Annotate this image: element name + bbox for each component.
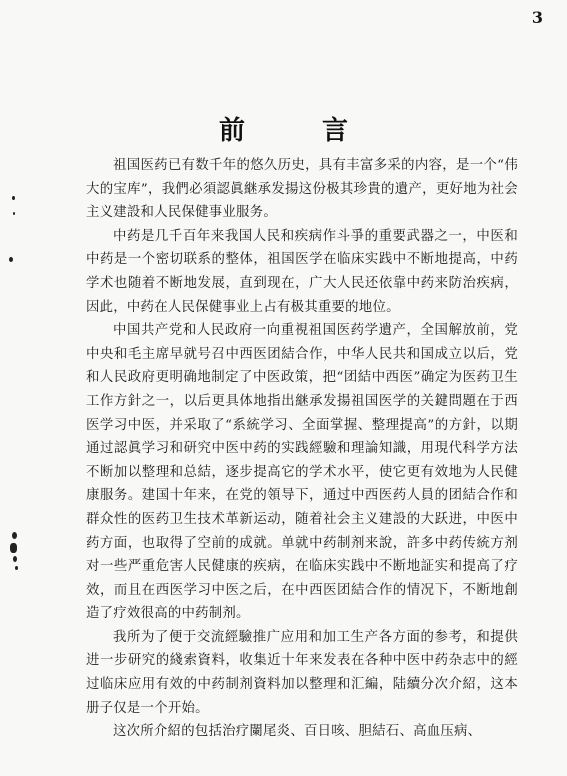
page-title: 前 言 — [218, 116, 383, 146]
margin-mark — [13, 212, 15, 215]
paragraph-4: 我所为了便于交流經驗推广应用和加工生产各方面的参考，和提供进一步研究的綫索資料，收集近十年来发表在各种中医中药杂志中的經过临床应用有效的中药制剂資料加以整理和汇編，陆續分次介紹，这本册子仅是一个开始。 — [86, 629, 518, 716]
page-number: 3 — [531, 8, 543, 27]
preface-body — [86, 154, 518, 744]
paragraph-2: 中药是几千百年来我国人民和疾病作斗爭的重要武器之一，中医和中药是一个密切联系的整体，祖国医学在临床实践中不断地提高，中药学术也随着不断地发展，直到现在，广大人民还依靠中药来防治疾病，因此，中药在人民保健事业上占有极其重要的地位。 — [86, 228, 518, 315]
margin-mark — [10, 543, 17, 553]
margin-mark — [9, 257, 13, 262]
margin-mark — [12, 196, 15, 200]
paragraph-1: 祖国医药已有数千年的悠久历史，具有丰富多采的内容，是一个“伟大的宝库”，我們必須認眞継承发揚这份极其珍貴的遺产，更好地为社会主义建設和人民保健事业服务。 — [86, 158, 518, 221]
margin-mark — [13, 556, 17, 562]
paragraph-3: 中国共产党和人民政府一向重視祖国医药学遺产，全国解放前，党中央和毛主席早就号召中西医团結合作，中华人民共和国成立以后，党和人民政府更明确地制定了中医政策，把“团結中西医”确定为医药卫生工作方針之一，以后更具体地指出継承发揚祖国医学的关鍵問題在于西医学习中医，并采取了“系統学习、全面掌握、整理提高”的方針，以期通过認眞学习和研究中医中药的实践經驗和理論知識，用現代科学方法不断加以整理和总結，逐步提高它的学术水平，使它更有效地为人民健康服务。建国十年来，在党的領导下，通过中西医药人員的团結合作和群众性的医药卫生技术革新运动，随着社会主义建設的大跃进，中医中药方面，也取得了空前的成就。单就中药制剂来說，許多中药传統方剂对一些严重危害人民健康的疾病，在临床实践中不断地証实和提高了疗效，而且在西医学习中医之后，在中西医团結合作的情况下，不断地創造了疗效很高的中药制剂。 — [86, 323, 518, 622]
margin-mark — [12, 532, 17, 539]
margin-mark — [15, 566, 18, 570]
paragraph-5: 这次所介紹的包括治疗闌尾炎、百日咳、胆結石、高血压病、 — [113, 724, 482, 740]
